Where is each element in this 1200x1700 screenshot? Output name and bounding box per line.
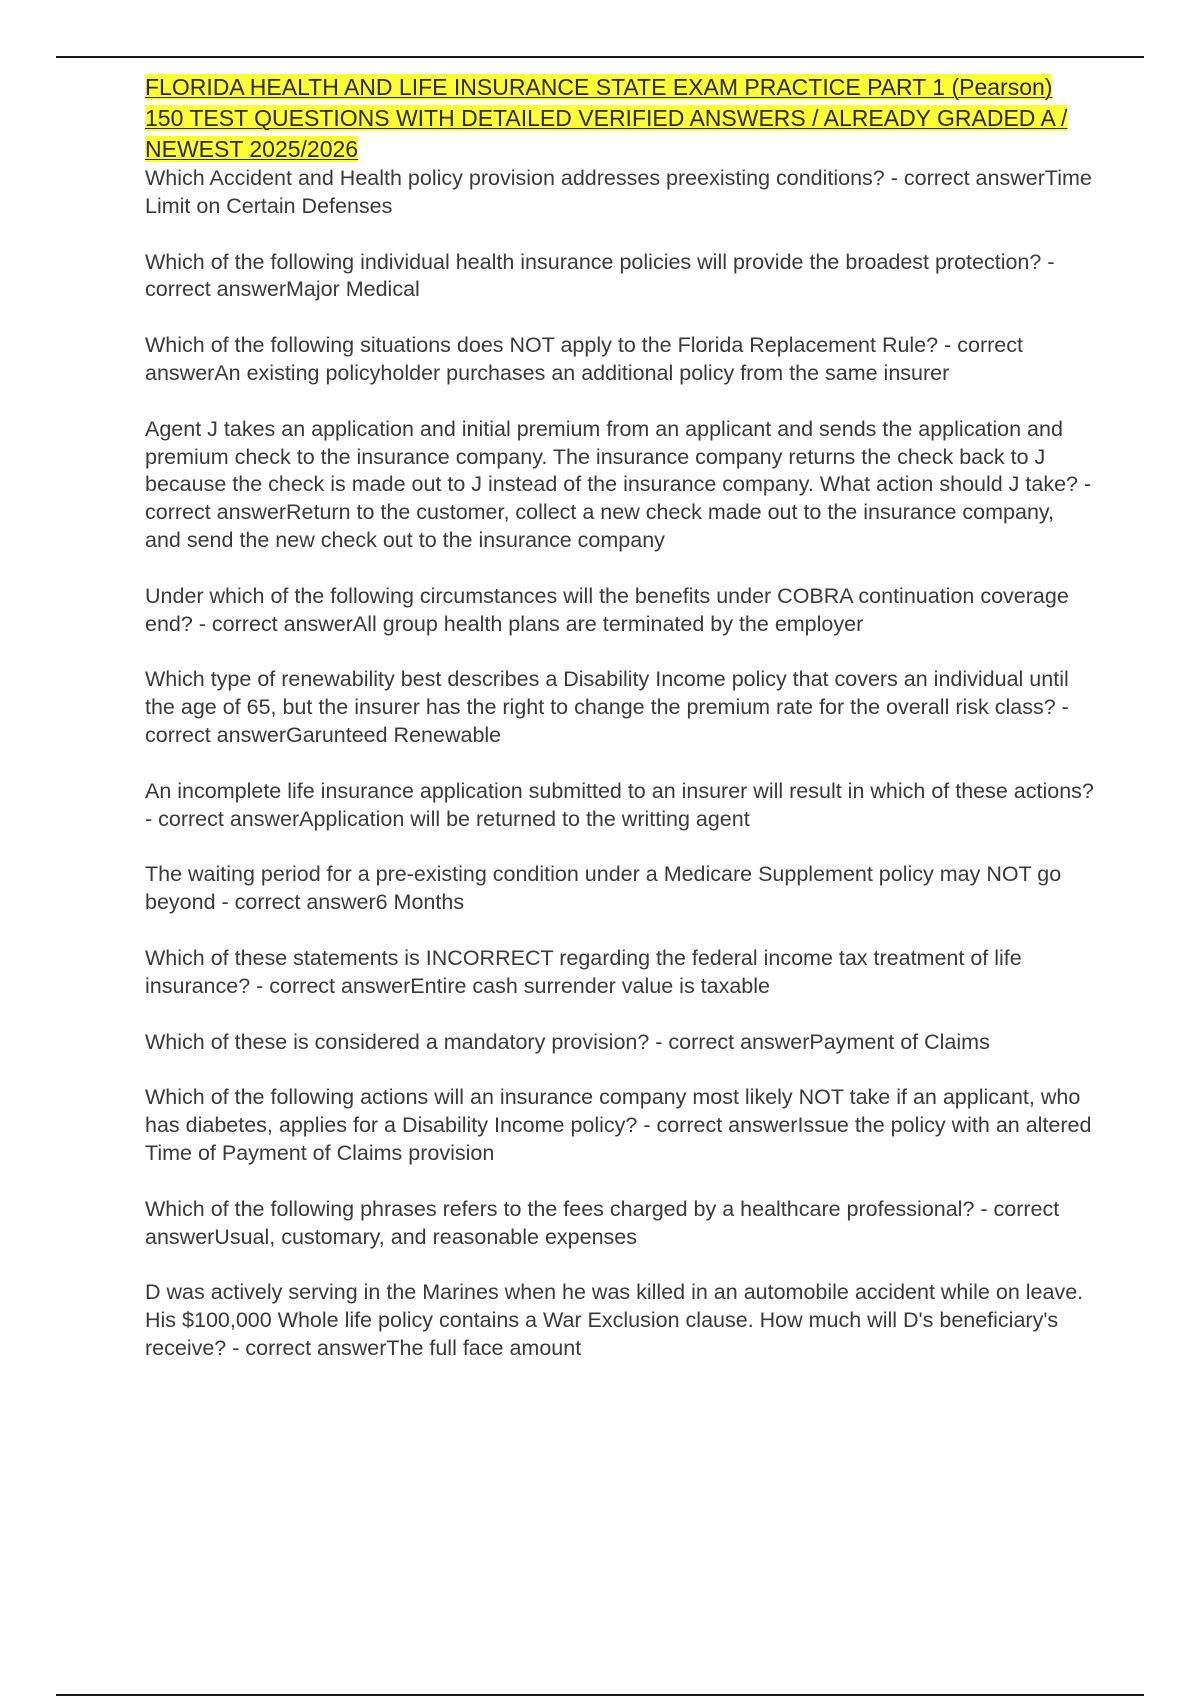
qa-item: Which of the following situations does NOT apply to the Florida Replacement Rule? - correct answerAn existing policyholder purchases an additional policy from the same insurer bbox=[145, 333, 1023, 385]
qa-item: Which of the following actions will an insurance company most likely NOT take if an applicant, who has diabetes, applies for a Disability Income policy? - correct answerIssue the policy with an altered Time of Payment of Claims provision bbox=[145, 1085, 1092, 1165]
header-rule bbox=[56, 56, 1144, 58]
qa-item: Which of these statements is INCORRECT regarding the federal income tax treatment of life insurance? - correct answerEntire cash surrender value is taxable bbox=[145, 945, 1022, 998]
qa-item: Which of the following individual health insurance policies will provide the broadest protection? - correct answerMajor Medical bbox=[145, 249, 1055, 302]
qa-item: D was actively serving in the Marines when he was killed in an automobile accident while on leave. His $100,000 Whole life policy contains a War Exclusion clause. How much will D's beneficiary's receive? - correct answerThe full face amount bbox=[145, 1280, 1084, 1360]
footer-rule bbox=[56, 1694, 1144, 1696]
qa-item: The waiting period for a pre-existing condition under a Medicare Supplement policy may NOT go beyond - correct answer6 Months bbox=[145, 862, 1062, 915]
qa-item: An incomplete life insurance application submitted to an insurer will result in which of these actions? - correct answerApplication will be returned to the writting agent bbox=[145, 778, 1094, 831]
qa-item: Which of these is considered a mandatory provision? - correct answerPayment of Claims bbox=[145, 1029, 990, 1054]
qa-item: Which of the following phrases refers to the fees charged by a healthcare professional? - correct answerUsual, customary, and reasonable expenses bbox=[145, 1196, 1060, 1249]
document-body bbox=[145, 72, 1095, 1391]
qa-item: Agent J takes an application and initial premium from an applicant and sends the application and premium check to the insurance company. The insurance company returns the check back to J because the check is made out to J instead of the insurance company. What action should J take? - correct answerReturn to the customer, collect a new check made out to the insurance company, and send the new check out to the insurance company bbox=[145, 416, 1092, 552]
document-title bbox=[145, 72, 1095, 165]
document-title-text: FLORIDA HEALTH AND LIFE INSURANCE STATE EXAM PRACTICE PART 1 (Pearson) 150 TEST QUESTIONS WITH DETAILED VERIFIED ANSWERS / ALREADY GRADED A / NEWEST 2025/2026 bbox=[145, 74, 1068, 162]
qa-item: Under which of the following circumstances will the benefits under COBRA continuation coverage end? - correct answerAll group health plans are terminated by the employer bbox=[145, 583, 1069, 636]
qa-item: Which type of renewability best describes a Disability Income policy that covers an individual until the age of 65, but the insurer has the right to change the premium rate for the overall risk class? - correct answerGarunteed Renewable bbox=[145, 667, 1069, 747]
qa-item: Which Accident and Health policy provision addresses preexisting conditions? - correct answerTime Limit on Certain Defenses bbox=[145, 166, 1092, 218]
